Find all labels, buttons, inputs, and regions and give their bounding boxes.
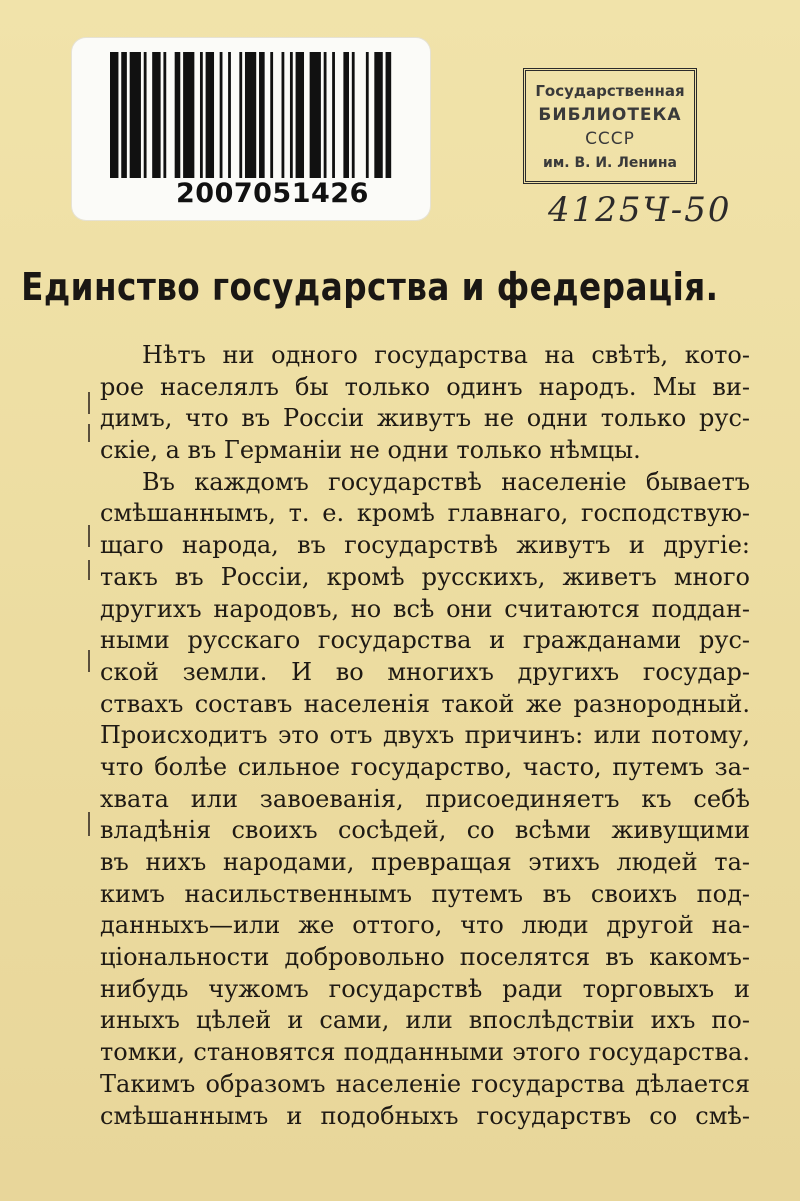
text-line: ными русскаго государства и гражданами рус- — [100, 626, 750, 655]
barcode-bar — [163, 52, 166, 178]
barcode-bar — [200, 52, 203, 178]
stamp-line-3: СССР — [585, 129, 635, 149]
barcode-bar — [152, 52, 160, 178]
margin-mark — [88, 424, 90, 442]
barcode-bar — [206, 52, 214, 178]
margin-mark — [88, 525, 90, 547]
text-line: рое населялъ бы только одинъ народъ. Мы ви- — [100, 372, 750, 401]
margin-mark — [88, 392, 90, 414]
stamp-line-1: Государственная — [535, 82, 685, 100]
text-line: Нѣтъ ни одного государства на свѣтѣ, кото- — [142, 341, 750, 369]
text-line: такъ въ Россіи, кромѣ русскихъ, живетъ много — [100, 562, 750, 591]
barcode-bar — [310, 52, 321, 178]
text-line: въ нихъ народами, превращая этихъ людей та- — [100, 848, 750, 876]
barcode-bar — [220, 52, 223, 178]
text-line: данныхъ—или же оттого, что люди другой на- — [100, 911, 750, 940]
text-line: кимъ насильственнымъ путемъ въ своихъ под- — [100, 879, 750, 908]
text-line: Такимъ образомъ населеніе государства дѣлается — [100, 1069, 750, 1098]
barcode-bar — [332, 52, 335, 178]
library-stamp — [523, 68, 697, 184]
text-line: другихъ народовъ, но всѣ они считаются поддан- — [100, 594, 750, 623]
margin-mark — [88, 812, 90, 836]
barcode-bar — [366, 52, 369, 178]
barcode-bar — [228, 52, 231, 178]
text-line: скіе, а въ Германіи не одни только нѣмцы. — [100, 436, 641, 465]
barcode-label — [72, 38, 430, 220]
margin-mark — [88, 560, 90, 580]
barcode-bar — [270, 52, 273, 178]
barcode-bar — [239, 52, 242, 178]
body-text — [100, 340, 750, 1132]
text-line: иныхъ цѣлей и сами, или впослѣдствіи ихъ по- — [100, 1006, 750, 1035]
barcode-bar — [324, 52, 327, 178]
page-title: Единство государства и федерація. — [21, 265, 719, 309]
barcode-bar — [144, 52, 147, 178]
text-line: Въ каждомъ государствѣ населеніе бываетъ — [142, 467, 750, 496]
text-line: ціональности добровольно поселятся въ какомъ- — [100, 943, 750, 972]
barcode-bar — [259, 52, 265, 178]
barcode-number: 2007051426 — [176, 178, 369, 209]
barcode-bar — [183, 52, 194, 178]
text-line: ствахъ составъ населенія такой же разнородный. — [100, 689, 750, 718]
text-line: смѣшаннымъ и подобныхъ государствъ со смѣ- — [100, 1101, 750, 1130]
barcode-bar — [110, 52, 118, 178]
barcode-bar — [343, 52, 349, 178]
barcode-bar — [175, 52, 181, 178]
shelf-mark: 4125Ч-50 — [548, 190, 732, 230]
margin-mark — [88, 650, 90, 672]
barcode-bar — [282, 52, 285, 178]
text-line: нибудь чужомъ государствѣ ради торговыхъ и — [100, 974, 750, 1003]
text-line: хвата или завоеванія, присоединяетъ къ себѣ — [100, 784, 750, 813]
text-line: ской земли. И во многихъ другихъ государ- — [100, 657, 750, 686]
barcode-bar — [352, 52, 355, 178]
barcode-bar — [374, 52, 382, 178]
stamp-line-2: БИБЛИОТЕКА — [538, 105, 682, 125]
barcode-bar — [245, 52, 256, 178]
barcode-bar — [290, 52, 293, 178]
barcode-bar — [130, 52, 141, 178]
text-line: димъ, что въ Россіи живутъ не одни только рус- — [100, 404, 750, 433]
text-line: томки, становятся подданными этого государства. — [100, 1038, 750, 1067]
text-line: щаго народа, въ государствѣ живутъ и другіе: — [100, 531, 750, 560]
text-line: что болѣе сильное государство, часто, путемъ за- — [100, 752, 750, 781]
barcode-bars — [110, 52, 394, 178]
barcode-bar — [296, 52, 304, 178]
text-line: смѣшаннымъ, т. е. кромѣ главнаго, господствую- — [100, 499, 750, 528]
barcode-bar — [386, 52, 392, 178]
barcode-bar — [121, 52, 127, 178]
text-line: владѣнія своихъ сосѣдей, со всѣми живущими — [100, 816, 750, 845]
text-line: Происходитъ это отъ двухъ причинъ: или потому, — [100, 721, 750, 750]
stamp-line-4: им. В. И. Ленина — [543, 155, 677, 171]
